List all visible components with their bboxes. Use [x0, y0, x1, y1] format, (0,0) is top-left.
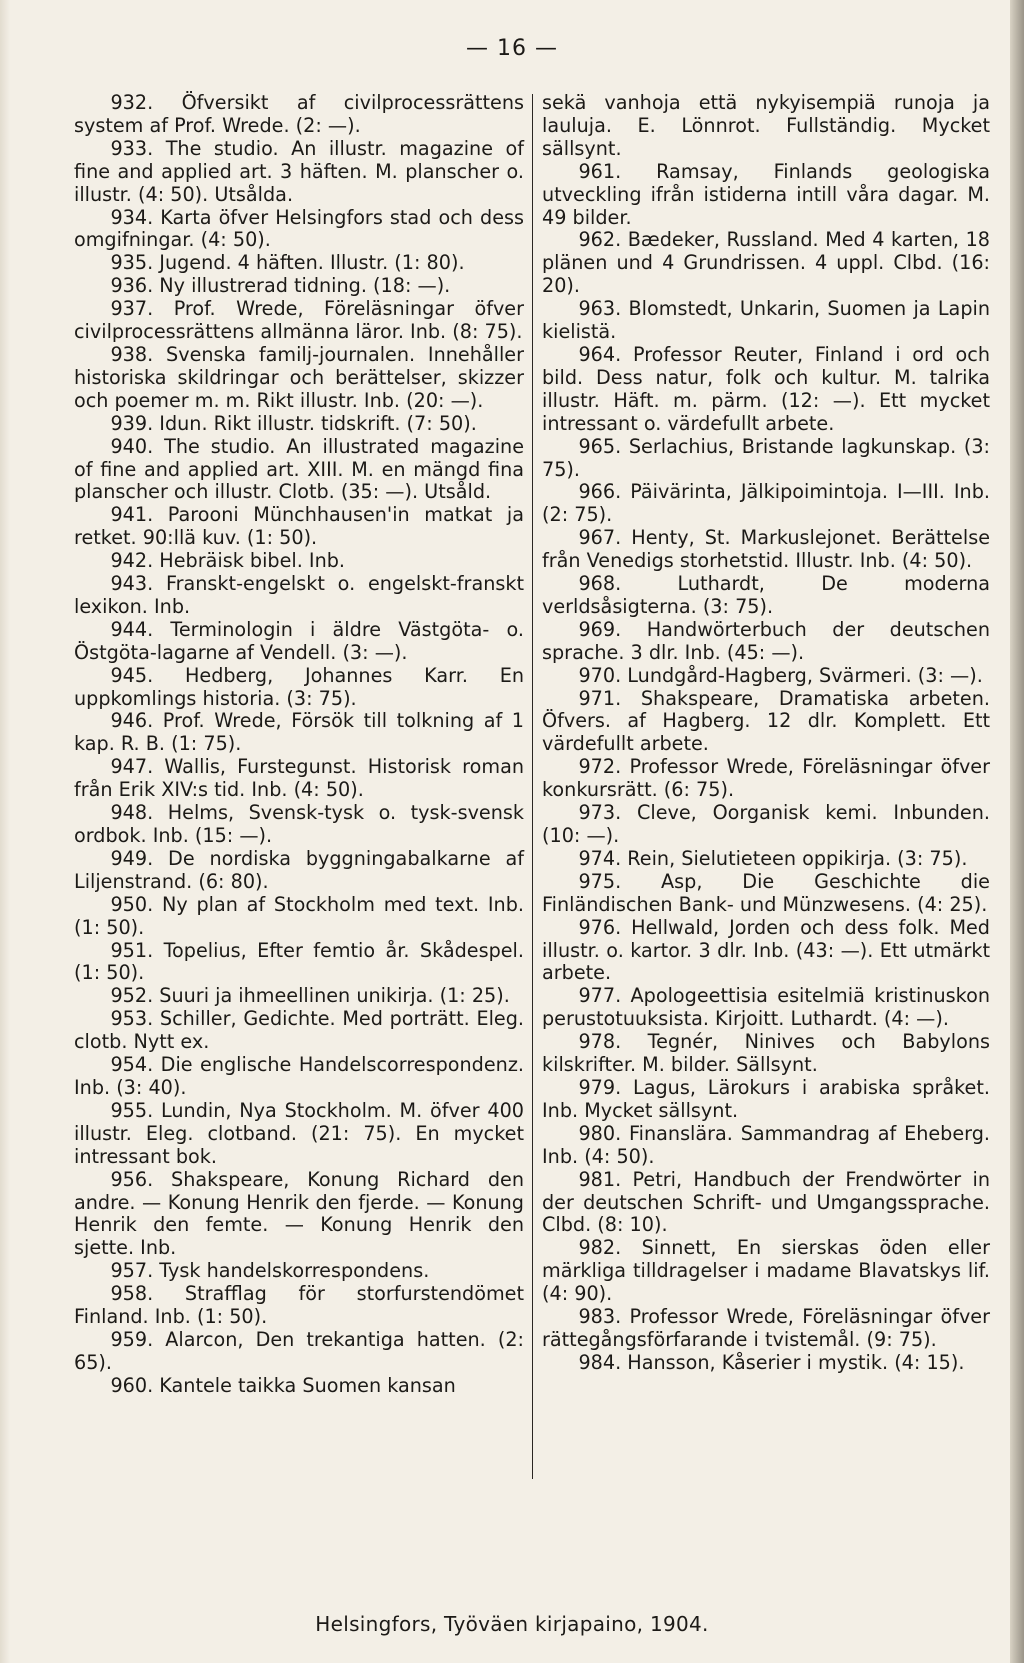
catalog-entry — [74, 1054, 524, 1100]
printer-imprint: Helsingfors, Työväen kirjapaino, 1904. — [315, 1612, 709, 1636]
entry-text: Helms, Svensk-tysk o. tysk-svensk ordbok. Inb. (15: —). — [74, 801, 524, 847]
entry-text: Bædeker, Russland. Med 4 karten, 18 plänen und 4 Grundrissen. 4 uppl. Clbd. (16: 20). — [542, 228, 990, 298]
catalog-entry — [74, 1260, 524, 1283]
entry-number: 939. — [110, 411, 154, 435]
catalog-entry — [542, 802, 990, 848]
entry-text: Sinnett, En sierskas öden eller märkliga tilldragelser i madame Blavatskys lif. (4: 90). — [542, 1236, 990, 1306]
catalog-entry — [74, 665, 524, 711]
entry-text: Jugend. 4 häften. Illustr. (1: 80). — [153, 251, 465, 275]
catalog-entry — [542, 229, 990, 298]
page-number: — 16 — — [466, 36, 558, 61]
catalog-entry — [74, 802, 524, 848]
page-edge-left — [0, 0, 10, 1663]
left-column — [74, 92, 524, 1398]
entry-number: 954. — [110, 1053, 154, 1077]
entry-text: Petri, Handbuch der Frendwörter in der deutschen Schrift- und Umgangssprache. Clbd. (8: 10). — [542, 1167, 990, 1237]
entry-number: 984. — [578, 1350, 622, 1374]
entry-number: 956. — [110, 1167, 154, 1191]
entry-number: 977. — [578, 984, 622, 1008]
entry-number: 946. — [110, 709, 154, 733]
entry-text: Parooni Münchhausen'in matkat ja retket. 90:llä kuv. (1: 50). — [74, 503, 524, 550]
catalog-entry — [542, 1031, 990, 1077]
catalog-entry — [542, 481, 990, 527]
entry-number: 941. — [110, 503, 154, 527]
entry-text: Hansson, Kåserier i mystik. (4: 15). — [621, 1350, 965, 1374]
entry-number: 967. — [578, 526, 622, 550]
entry-number: 968. — [578, 572, 622, 596]
catalog-entry — [74, 1283, 524, 1329]
entry-number: 953. — [110, 1007, 154, 1031]
entry-text: Handwörterbuch der deutschen sprache. 3 dlr. Inb. (45: —). — [542, 617, 990, 664]
catalog-entry — [542, 573, 990, 619]
catalog-entry — [542, 985, 990, 1031]
catalog-entry — [542, 917, 990, 986]
entry-number: 933. — [110, 136, 154, 160]
entry-number: 955. — [110, 1098, 154, 1122]
catalog-entry — [74, 940, 524, 986]
entry-text: Prof. Wrede, Föreläsningar öfver civilprocessrättens allmänna läror. Inb. (8: 75). — [74, 297, 524, 344]
catalog-entry — [74, 413, 524, 436]
catalog-entry — [542, 688, 990, 757]
entry-text: Svenska familj-journalen. Innehåller historiska skildringar och berättelser, skizzer och poemer m. m. Rikt illustr. Inb. (20: —). — [74, 342, 524, 412]
entry-text: Shakspeare, Dramatiska arbeten. Öfvers. af Hagberg. 12 dlr. Komplett. Ett värdefullt arbete. — [542, 686, 990, 756]
entry-text: Hellwald, Jorden och dess folk. Med illustr. o. kartor. 3 dlr. Inb. (43: —). Ett utmärkt arbete. — [542, 915, 990, 985]
entry-text: Luthardt, De moderna verldsåsigterna. (3: 75). — [542, 572, 990, 618]
entry-text: Kantele taikka Suomen kansan — [153, 1373, 456, 1397]
entry-text: Tysk handelskorrespondens. — [153, 1259, 430, 1283]
catalog-entry — [542, 1352, 990, 1375]
catalog-columns — [74, 92, 990, 1502]
entry-number: 980. — [578, 1121, 622, 1145]
entry-number: 945. — [110, 663, 154, 687]
entry-number: 934. — [110, 205, 154, 229]
entry-number: 972. — [578, 755, 622, 779]
entry-text: Serlachius, Bristande lagkunskap. (3: 75). — [542, 434, 990, 481]
entry-number: 969. — [578, 617, 622, 641]
column-divider — [532, 94, 533, 1479]
catalog-entry — [74, 550, 524, 573]
entry-number: 965. — [578, 434, 622, 458]
catalog-entry — [542, 436, 990, 482]
entry-number: 964. — [578, 342, 622, 366]
entry-text: Lagus, Lärokurs i arabiska språket. Inb. Mycket sällsynt. — [542, 1075, 990, 1122]
entry-text: Prof. Wrede, Försök till tolkning af 1 kap. R. B. (1: 75). — [74, 709, 524, 756]
catalog-entry — [542, 527, 990, 573]
entry-number: 983. — [578, 1305, 622, 1329]
entry-number: 932. — [110, 91, 154, 114]
entry-text: Henty, St. Markuslejonet. Berättelse från Venedigs storhetstid. Illustr. Inb. (4: 50). — [542, 526, 990, 573]
catalog-entry — [74, 1375, 524, 1398]
entry-text: Strafflag för storfurstendömet Finland. Inb. (1: 50). — [74, 1282, 524, 1329]
catalog-entry — [74, 92, 524, 138]
catalog-entry — [74, 619, 524, 665]
catalog-entry — [542, 1077, 990, 1123]
entry-text: Tegnér, Ninives och Babylons kilskrifter. M. bilder. Sällsynt. — [542, 1030, 990, 1077]
catalog-entry — [74, 1008, 524, 1054]
entry-text: Apologeettisia esitelmiä kristinuskon perustotuuksista. Kirjoitt. Luthardt. (4: —). — [542, 984, 990, 1031]
catalog-entry — [74, 1329, 524, 1375]
entry-number: 944. — [110, 617, 154, 641]
catalog-entry — [74, 710, 524, 756]
catalog-entry — [542, 1169, 990, 1238]
catalog-entry — [542, 1237, 990, 1306]
catalog-entry — [74, 344, 524, 413]
entry-text: Rein, Sielutieteen oppikirja. (3: 75). — [621, 846, 968, 870]
entry-number: 974. — [578, 846, 622, 870]
entry-text: Professor Reuter, Finland i ord och bild. Dess natur, folk och kultur. M. talrika illustr. Häft. m. pärm. (12: —). Ett mycket intressant o. värdefullt arbete. — [542, 342, 990, 435]
entry-number: 975. — [578, 869, 622, 893]
catalog-entry — [74, 298, 524, 344]
entry-number: 937. — [110, 297, 154, 321]
catalog-entry — [542, 1306, 990, 1352]
catalog-entry — [74, 1100, 524, 1169]
entry-number: 949. — [110, 846, 154, 870]
catalog-entry — [542, 344, 990, 436]
entry-number: 938. — [110, 342, 154, 366]
entry-text: Terminologin i äldre Västgöta- o. Östgöta-lagarne af Vendell. (3: —). — [74, 617, 524, 664]
catalog-entry — [74, 138, 524, 207]
entry-text: Hebräisk bibel. Inb. — [153, 549, 346, 573]
entry-text: Finanslära. Sammandrag af Eheberg. Inb. (4: 50). — [542, 1121, 990, 1168]
entry-number: 940. — [110, 434, 154, 458]
entry-text: Päivärinta, Jälkipoimintoja. I—III. Inb. (2: 75). — [542, 480, 990, 527]
entry-number: 961. — [578, 159, 622, 183]
entry-text: Topelius, Efter femtio år. Skådespel. (1: 50). — [74, 938, 524, 985]
catalog-entry — [542, 848, 990, 871]
entry-text: De nordiska byggningabalkarne af Liljenstrand. (6: 80). — [74, 846, 524, 893]
entry-number: 970. — [578, 663, 622, 687]
entry-number: 973. — [578, 801, 622, 825]
entry-text: Professor Wrede, Föreläsningar öfver rättegångsförfarande i tvistemål. (9: 75). — [542, 1305, 990, 1351]
catalog-entry — [74, 252, 524, 275]
entry-number: 982. — [578, 1236, 622, 1260]
catalog-entry — [74, 573, 524, 619]
catalog-entry — [74, 207, 524, 253]
catalog-entry — [542, 298, 990, 344]
right-column — [542, 92, 990, 1375]
entry-text: Ny illustrerad tidning. (18: —). — [153, 274, 451, 298]
catalog-entry — [74, 848, 524, 894]
entry-number: 951. — [110, 938, 154, 962]
entry-number: 936. — [110, 274, 154, 298]
entry-number: 958. — [110, 1282, 154, 1306]
catalog-entry — [542, 871, 990, 917]
entry-number: 971. — [578, 686, 622, 710]
entry-number: 957. — [110, 1259, 154, 1283]
catalog-entry — [74, 894, 524, 940]
entry-number: 947. — [110, 755, 154, 779]
entry-text: Blomstedt, Unkarin, Suomen ja Lapin kielistä. — [542, 297, 990, 344]
entry-text: Alarcon, Den trekantiga hatten. (2: 65). — [74, 1327, 524, 1374]
catalog-entry — [74, 436, 524, 505]
page-edge-right — [1010, 0, 1024, 1663]
entry-number: 976. — [578, 915, 622, 939]
catalog-entry — [542, 756, 990, 802]
entry-text: Lundgård-Hagberg, Svärmeri. (3: —). — [621, 663, 983, 687]
entry-text: Shakspeare, Konung Richard den andre. — Konung Henrik den fjerde. — Konung Henrik den femte. — Konung Henrik den sjette. Inb. — [74, 1167, 524, 1260]
entry-text: Idun. Rikt illustr. tidskrift. (7: 50). — [153, 411, 477, 435]
entry-number: 959. — [110, 1327, 154, 1351]
entry-text: Die englische Handelscorrespondenz. Inb. (3: 40). — [74, 1053, 524, 1099]
entry-text: Lundin, Nya Stockholm. M. öfver 400 illustr. Eleg. clotband. (21: 75). En mycket intressant bok. — [74, 1098, 524, 1168]
entry-text: Schiller, Gedichte. Med porträtt. Eleg. clotb. Nytt ex. — [74, 1007, 524, 1054]
entry-number: 935. — [110, 251, 154, 275]
catalog-entry — [74, 985, 524, 1008]
entry-text: Öfversikt af civilprocessrättens system af Prof. Wrede. (2: —). — [74, 91, 524, 137]
entry-text: Karta öfver Helsingfors stad och dess omgifningar. (4: 50). — [74, 205, 524, 252]
entry-number: 963. — [578, 297, 622, 321]
catalog-entry — [74, 756, 524, 802]
continued-entry-text: sekä vanhoja että nykyisempiä runoja ja lauluja. E. Lönnrot. Fullständig. Mycket sällsynt. — [542, 91, 990, 160]
catalog-entry — [542, 1123, 990, 1169]
entry-number: 948. — [110, 801, 154, 825]
entry-number: 960. — [110, 1373, 154, 1397]
entry-number: 943. — [110, 572, 154, 596]
entry-text: Wallis, Furstegunst. Historisk roman från Erik XIV:s tid. Inb. (4: 50). — [74, 755, 524, 802]
catalog-entry — [74, 504, 524, 550]
entry-number: 981. — [578, 1167, 622, 1191]
entry-text: Professor Wrede, Föreläsningar öfver konkursrätt. (6: 75). — [542, 755, 990, 802]
entry-text: The studio. An illustrated magazine of fine and applied art. XIII. M. en mängd fina planscher och illustr. Clotb. (35: —). Utsåld. — [74, 434, 524, 504]
entry-text: Hedberg, Johannes Karr. En uppkomlings historia. (3: 75). — [74, 663, 524, 710]
catalog-entry — [74, 1169, 524, 1261]
catalog-entry — [542, 619, 990, 665]
entry-text: Ramsay, Finlands geologiska utveckling ifrån istiderna intill våra dagar. M. 49 bilder. — [542, 159, 990, 229]
entry-number: 979. — [578, 1075, 622, 1099]
entry-text: Ny plan af Stockholm med text. Inb. (1: 50). — [74, 892, 524, 939]
entry-number: 962. — [578, 228, 622, 252]
entry-number: 952. — [110, 984, 154, 1008]
catalog-entry — [542, 161, 990, 230]
entry-text: The studio. An illustr. magazine of fine and applied art. 3 häften. M. planscher o. illustr. (4: 50). Utsålda. — [74, 136, 524, 206]
entry-number: 950. — [110, 892, 154, 916]
catalog-entry — [74, 275, 524, 298]
entry-number: 966. — [578, 480, 622, 504]
catalog-entry — [542, 665, 990, 688]
entry-text: Franskt-engelskt o. engelskt-franskt lexikon. Inb. — [74, 572, 524, 618]
entry-text: Suuri ja ihmeellinen unikirja. (1: 25). — [153, 984, 510, 1008]
entry-number: 978. — [578, 1030, 622, 1054]
entry-text: Asp, Die Geschichte die Finländischen Bank- und Münzwesens. (4: 25). — [542, 869, 990, 916]
entry-text: Cleve, Oorganisk kemi. Inbunden. (10: —). — [542, 801, 990, 847]
entry-number: 942. — [110, 549, 154, 573]
